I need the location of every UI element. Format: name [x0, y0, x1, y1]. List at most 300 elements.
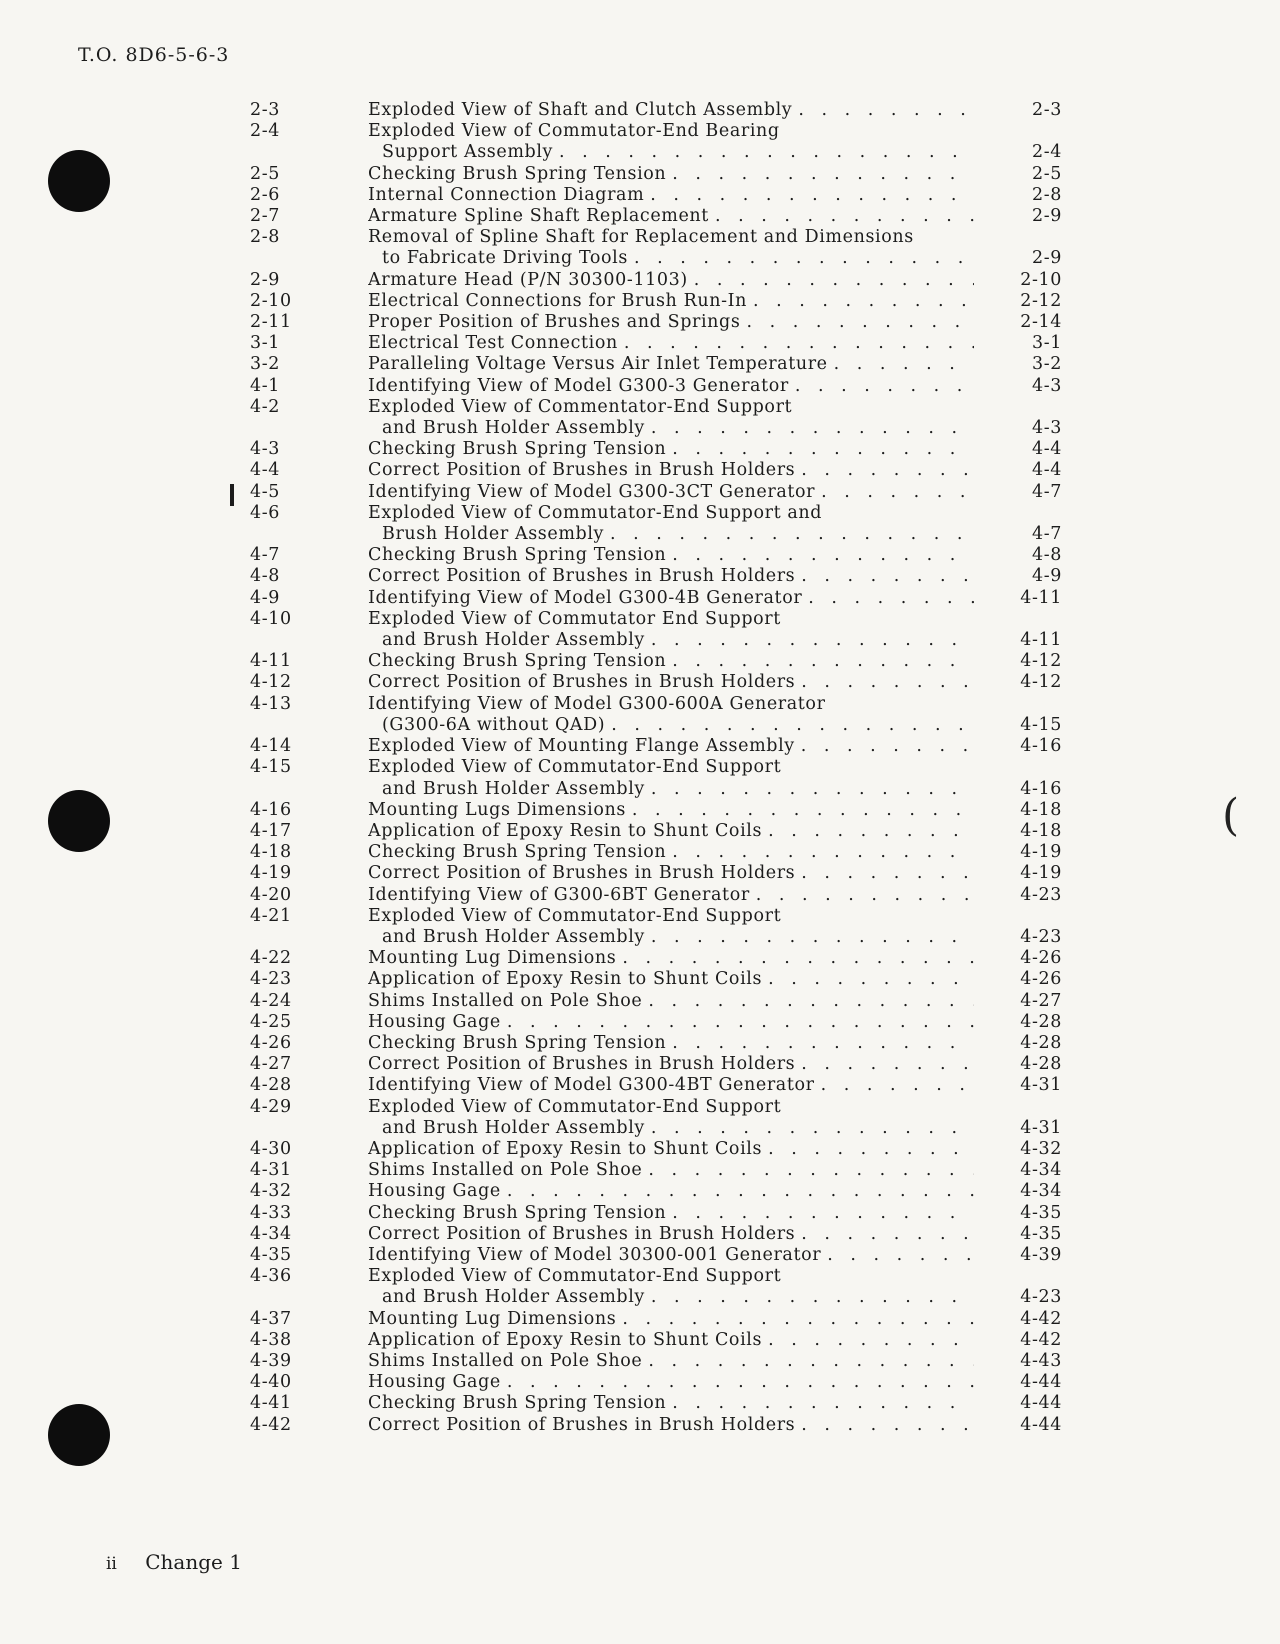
change-bar — [230, 484, 234, 506]
page-reference: 4-8 — [1032, 545, 1062, 566]
figure-title — [368, 291, 974, 312]
title-text: Shims Installed on Pole Shoe — [368, 1350, 643, 1371]
figure-title — [368, 736, 974, 757]
title-text: Housing Gage — [368, 1372, 501, 1393]
figure-number: 4-15 — [250, 757, 292, 778]
title-text: Housing Gage — [368, 1011, 501, 1032]
title-line — [368, 164, 974, 185]
figure-number: 4-41 — [250, 1393, 292, 1414]
dot-leader — [626, 800, 974, 821]
page-reference: 4-16 — [1020, 778, 1062, 799]
toc-entry — [250, 1012, 1080, 1033]
title-line — [368, 736, 974, 757]
figure-number: 4-42 — [250, 1414, 292, 1435]
dot-leader — [642, 991, 974, 1012]
toc-entry — [250, 482, 1080, 503]
page-reference: 2-9 — [1032, 206, 1062, 227]
title-line — [368, 863, 974, 884]
figure-number: 4-1 — [250, 375, 280, 396]
toc-entry — [250, 185, 1080, 206]
dot-leader — [666, 164, 974, 185]
figure-number: 4-7 — [250, 545, 280, 566]
toc-entry — [250, 1393, 1080, 1414]
title-text: to Fabricate Driving Tools — [382, 248, 628, 269]
dot-leader — [604, 524, 974, 545]
title-text: Shims Installed on Pole Shoe — [368, 990, 643, 1011]
figure-number: 4-6 — [250, 502, 280, 523]
title-line — [368, 779, 974, 800]
dot-leader — [628, 248, 974, 269]
figure-number: 4-35 — [250, 1244, 292, 1265]
title-line — [368, 376, 974, 397]
title-line — [368, 566, 974, 587]
figure-number: 4-4 — [250, 460, 280, 481]
figure-number: 4-20 — [250, 884, 292, 905]
figure-number: 2-11 — [250, 312, 292, 333]
dot-leader — [605, 715, 974, 736]
title-text: Identifying View of Model G300-3 Generator — [368, 375, 789, 396]
title-text: Proper Position of Brushes and Springs — [368, 312, 741, 333]
figure-number: 4-5 — [250, 481, 280, 502]
title-line — [368, 227, 974, 248]
figure-title — [368, 1033, 974, 1054]
figure-title — [368, 376, 974, 397]
toc-entry — [250, 376, 1080, 397]
toc-entry — [250, 503, 1080, 545]
dot-leader — [645, 1287, 974, 1308]
toc-entry — [250, 439, 1080, 460]
page-reference: 4-15 — [1020, 714, 1062, 735]
dot-leader — [666, 1393, 974, 1414]
page-reference: 4-7 — [1032, 524, 1062, 545]
title-text: Shims Installed on Pole Shoe — [368, 1160, 643, 1181]
figure-number: 4-40 — [250, 1372, 292, 1393]
figure-title — [368, 800, 974, 821]
title-line — [368, 354, 974, 375]
figure-number: 4-14 — [250, 736, 292, 757]
page-reference: 4-44 — [1020, 1372, 1062, 1393]
figure-title — [368, 312, 974, 333]
toc-entry — [250, 800, 1080, 821]
title-line — [368, 927, 974, 948]
figure-title — [368, 821, 974, 842]
toc-entry — [250, 1309, 1080, 1330]
figure-title — [368, 1351, 974, 1372]
binder-hole — [48, 150, 110, 212]
page-reference: 4-16 — [1020, 736, 1062, 757]
title-line — [368, 121, 974, 142]
dot-leader — [666, 545, 974, 566]
figure-number: 4-36 — [250, 1266, 292, 1287]
toc-entry — [250, 1351, 1080, 1372]
figure-number: 3-2 — [250, 354, 280, 375]
title-text: Checking Brush Spring Tension — [368, 1393, 667, 1414]
figure-title — [368, 1012, 974, 1033]
title-text: Armature Head (P/N 30300-1103) — [368, 269, 688, 290]
dot-leader — [821, 1245, 974, 1266]
page-reference: 4-11 — [1020, 630, 1062, 651]
figure-number: 4-17 — [250, 820, 292, 841]
figure-title — [368, 1181, 974, 1202]
page-reference: 4-28 — [1020, 1032, 1062, 1053]
figure-title — [368, 757, 974, 799]
figure-number: 4-9 — [250, 587, 280, 608]
dot-leader — [747, 291, 974, 312]
page-reference: 4-18 — [1020, 799, 1062, 820]
figure-title — [368, 545, 974, 566]
title-line — [368, 1266, 974, 1287]
title-text: Exploded View of Commutator-End Support and — [368, 502, 823, 523]
title-line — [368, 460, 974, 481]
title-text: and Brush Holder Assembly — [382, 1117, 645, 1138]
title-text: Paralleling Voltage Versus Air Inlet Temperature — [368, 354, 828, 375]
change-notice: Change 1 — [145, 1550, 242, 1574]
toc-entry — [250, 969, 1080, 990]
title-text: Checking Brush Spring Tension — [368, 545, 667, 566]
title-line — [368, 800, 974, 821]
figure-title — [368, 354, 974, 375]
figure-title — [368, 842, 974, 863]
page-reference: 4-4 — [1032, 439, 1062, 460]
dot-leader — [645, 927, 974, 948]
title-text: Application of Epoxy Resin to Shunt Coils — [368, 1329, 763, 1350]
figure-title — [368, 1160, 974, 1181]
figure-title — [368, 1054, 974, 1075]
figure-title — [368, 672, 974, 693]
title-line — [368, 672, 974, 693]
figure-title — [368, 1393, 974, 1414]
toc-entry — [250, 227, 1080, 269]
toc-entry — [250, 948, 1080, 969]
page-reference: 4-42 — [1020, 1308, 1062, 1329]
title-text: Exploded View of Commutator-End Support — [368, 757, 782, 778]
page-reference: 4-35 — [1020, 1223, 1062, 1244]
toc-entry — [250, 651, 1080, 672]
page-reference: 4-19 — [1020, 842, 1062, 863]
figure-number: 4-24 — [250, 990, 292, 1011]
title-line — [368, 1160, 974, 1181]
figure-number: 4-37 — [250, 1308, 292, 1329]
toc-entry — [250, 757, 1080, 799]
title-line — [368, 206, 974, 227]
title-line — [368, 270, 974, 291]
dot-leader — [501, 1372, 974, 1393]
figure-title — [368, 566, 974, 587]
dot-leader — [792, 100, 974, 121]
toc-entry — [250, 460, 1080, 481]
title-text: Removal of Spline Shaft for Replacement and Dimensions — [368, 227, 914, 248]
title-line — [368, 1118, 974, 1139]
title-line — [368, 439, 974, 460]
title-line — [368, 1415, 974, 1436]
figure-number: 2-8 — [250, 227, 280, 248]
title-text: Electrical Connections for Brush Run-In — [368, 290, 747, 311]
title-text: and Brush Holder Assembly — [382, 630, 645, 651]
figure-number: 4-39 — [250, 1350, 292, 1371]
title-text: Identifying View of Model G300-600A Generator — [368, 693, 826, 714]
title-text: Mounting Lugs Dimensions — [368, 799, 626, 820]
title-line — [368, 503, 974, 524]
title-line — [368, 397, 974, 418]
dot-leader — [553, 142, 974, 163]
title-line — [368, 1393, 974, 1414]
figure-number: 4-38 — [250, 1329, 292, 1350]
dot-leader — [616, 1309, 974, 1330]
page-reference: 4-31 — [1020, 1075, 1062, 1096]
page-reference: 4-43 — [1020, 1350, 1062, 1371]
title-text: and Brush Holder Assembly — [382, 778, 645, 799]
figure-title — [368, 185, 974, 206]
title-line — [368, 885, 974, 906]
figure-number: 4-26 — [250, 1032, 292, 1053]
dot-leader — [666, 1203, 974, 1224]
title-line — [368, 948, 974, 969]
title-line — [368, 248, 974, 269]
dot-leader — [795, 460, 974, 481]
toc-entry — [250, 354, 1080, 375]
title-line — [368, 482, 974, 503]
figure-title — [368, 651, 974, 672]
title-line — [368, 1245, 974, 1266]
toc-entry — [250, 609, 1080, 651]
title-text: Exploded View of Shaft and Clutch Assembly — [368, 100, 793, 120]
toc-entry — [250, 842, 1080, 863]
title-line — [368, 991, 974, 1012]
figure-title — [368, 1224, 974, 1245]
page-reference: 4-3 — [1032, 375, 1062, 396]
dot-leader — [645, 1118, 974, 1139]
dot-leader — [762, 1330, 974, 1351]
figure-number: 4-16 — [250, 799, 292, 820]
title-line — [368, 1287, 974, 1308]
figure-number: 4-2 — [250, 396, 280, 417]
toc-entry — [250, 333, 1080, 354]
toc-entry — [250, 821, 1080, 842]
toc-entry — [250, 545, 1080, 566]
title-text: Exploded View of Commutator-End Support — [368, 1266, 782, 1287]
title-line — [368, 312, 974, 333]
page-reference: 4-42 — [1020, 1329, 1062, 1350]
title-text: Correct Position of Brushes in Brush Holders — [368, 566, 796, 587]
document-number: T.O. 8D6-5-6-3 — [78, 44, 230, 66]
dot-leader — [762, 1139, 974, 1160]
figure-title — [368, 121, 974, 163]
title-text: (G300-6A without QAD) — [382, 714, 606, 735]
page-reference: 4-23 — [1020, 1287, 1062, 1308]
title-text: Support Assembly — [382, 142, 553, 163]
dot-leader — [644, 185, 974, 206]
dot-leader — [762, 821, 974, 842]
figure-title — [368, 206, 974, 227]
dot-leader — [618, 333, 974, 354]
toc-entry — [250, 164, 1080, 185]
toc-entry — [250, 1097, 1080, 1139]
title-line — [368, 609, 974, 630]
title-line — [368, 694, 974, 715]
figure-title — [368, 863, 974, 884]
figure-title — [368, 588, 974, 609]
toc-entry — [250, 1160, 1080, 1181]
title-line — [368, 545, 974, 566]
page-reference: 4-3 — [1032, 418, 1062, 439]
title-line — [368, 1033, 974, 1054]
figure-title — [368, 164, 974, 185]
figure-title — [368, 460, 974, 481]
dot-leader — [666, 1033, 974, 1054]
dot-leader — [815, 1075, 974, 1096]
title-line — [368, 842, 974, 863]
title-line — [368, 1097, 974, 1118]
title-text: Checking Brush Spring Tension — [368, 1032, 667, 1053]
toc-entry — [250, 1245, 1080, 1266]
title-line — [368, 291, 974, 312]
title-text: Exploded View of Commutator-End Support — [368, 905, 782, 926]
toc-entry — [250, 1330, 1080, 1351]
title-line — [368, 651, 974, 672]
title-line — [368, 588, 974, 609]
page-reference: 4-35 — [1020, 1202, 1062, 1223]
figure-number: 4-28 — [250, 1075, 292, 1096]
dot-leader — [642, 1160, 974, 1181]
title-line — [368, 333, 974, 354]
page-reference: 2-8 — [1032, 184, 1062, 205]
toc-entry — [250, 736, 1080, 757]
title-text: Exploded View of Commutator-End Support — [368, 1096, 782, 1117]
figure-title — [368, 503, 974, 545]
title-text: Brush Holder Assembly — [382, 524, 605, 545]
title-line — [368, 1012, 974, 1033]
title-line — [368, 1309, 974, 1330]
dot-leader — [645, 630, 974, 651]
figure-title — [368, 397, 974, 439]
toc-entry — [250, 121, 1080, 163]
title-line — [368, 1054, 974, 1075]
page-reference: 2-3 — [1032, 100, 1062, 120]
title-text: Correct Position of Brushes in Brush Holders — [368, 863, 796, 884]
title-text: Checking Brush Spring Tension — [368, 651, 667, 672]
toc-entry — [250, 672, 1080, 693]
dot-leader — [795, 566, 974, 587]
page-reference: 4-7 — [1032, 481, 1062, 502]
figure-title — [368, 948, 974, 969]
dot-leader — [688, 270, 974, 291]
toc-entry — [250, 991, 1080, 1012]
dot-leader — [789, 376, 974, 397]
title-line — [368, 1372, 974, 1393]
page-reference: 4-19 — [1020, 863, 1062, 884]
figure-number: 4-23 — [250, 969, 292, 990]
page-reference: 4-23 — [1020, 884, 1062, 905]
title-text: Correct Position of Brushes in Brush Holders — [368, 460, 796, 481]
dot-leader — [645, 779, 974, 800]
page-reference: 4-34 — [1020, 1181, 1062, 1202]
toc-entry — [250, 291, 1080, 312]
figure-title — [368, 1075, 974, 1096]
title-text: Checking Brush Spring Tension — [368, 842, 667, 863]
page-reference: 4-9 — [1032, 566, 1062, 587]
figure-title — [368, 100, 974, 121]
dot-leader — [795, 1054, 974, 1075]
figure-number: 4-3 — [250, 439, 280, 460]
figure-title — [368, 439, 974, 460]
title-text: Application of Epoxy Resin to Shunt Coils — [368, 1138, 763, 1159]
title-line — [368, 1075, 974, 1096]
figure-title — [368, 1372, 974, 1393]
binder-hole — [48, 1404, 110, 1466]
figure-number: 4-31 — [250, 1160, 292, 1181]
figure-title — [368, 609, 974, 651]
dot-leader — [795, 1224, 974, 1245]
title-text: Mounting Lug Dimensions — [368, 1308, 617, 1329]
figure-number: 2-3 — [250, 100, 280, 120]
dot-leader — [762, 969, 974, 990]
figure-number: 4-33 — [250, 1202, 292, 1223]
title-text: Exploded View of Commutator-End Bearing — [368, 121, 780, 142]
figure-number: 2-10 — [250, 290, 292, 311]
title-text: Identifying View of Model 30300-001 Generator — [368, 1244, 822, 1265]
figure-title — [368, 885, 974, 906]
title-text: Checking Brush Spring Tension — [368, 1202, 667, 1223]
dot-leader — [666, 439, 974, 460]
figure-number: 4-13 — [250, 693, 292, 714]
page-reference: 2-4 — [1032, 142, 1062, 163]
title-text: Identifying View of G300-6BT Generator — [368, 884, 750, 905]
figure-title — [368, 270, 974, 291]
toc-entry — [250, 1266, 1080, 1308]
title-line — [368, 906, 974, 927]
title-text: Application of Epoxy Resin to Shunt Coils — [368, 969, 763, 990]
dot-leader — [501, 1012, 974, 1033]
figure-title — [368, 906, 974, 948]
title-line — [368, 1203, 974, 1224]
figure-number: 4-27 — [250, 1054, 292, 1075]
toc-entry — [250, 1224, 1080, 1245]
figure-number: 4-25 — [250, 1011, 292, 1032]
toc-entry — [250, 694, 1080, 736]
figure-number: 4-19 — [250, 863, 292, 884]
dot-leader — [616, 948, 974, 969]
figure-number: 4-32 — [250, 1181, 292, 1202]
page-number: ii — [106, 1554, 117, 1574]
page-reference: 4-12 — [1020, 672, 1062, 693]
title-text: Correct Position of Brushes in Brush Holders — [368, 1414, 796, 1435]
title-text: Mounting Lug Dimensions — [368, 948, 617, 969]
page-reference: 4-27 — [1020, 990, 1062, 1011]
figure-title — [368, 482, 974, 503]
figure-number: 4-29 — [250, 1096, 292, 1117]
dot-leader — [795, 672, 974, 693]
title-text: Application of Epoxy Resin to Shunt Coils — [368, 820, 763, 841]
page-reference: 3-1 — [1032, 333, 1062, 354]
dot-leader — [666, 842, 974, 863]
title-line — [368, 185, 974, 206]
toc-entry — [250, 885, 1080, 906]
figure-number: 2-9 — [250, 269, 280, 290]
dot-leader — [795, 1415, 974, 1436]
toc-entry — [250, 397, 1080, 439]
figure-title — [368, 1139, 974, 1160]
title-line — [368, 1224, 974, 1245]
figure-title — [368, 1415, 974, 1436]
title-text: Exploded View of Mounting Flange Assembly — [368, 736, 795, 757]
title-line — [368, 1181, 974, 1202]
figure-number: 2-6 — [250, 184, 280, 205]
toc-entry — [250, 1181, 1080, 1202]
figure-title — [368, 991, 974, 1012]
toc-entry — [250, 566, 1080, 587]
page-reference: 4-39 — [1020, 1244, 1062, 1265]
toc-entry — [250, 588, 1080, 609]
